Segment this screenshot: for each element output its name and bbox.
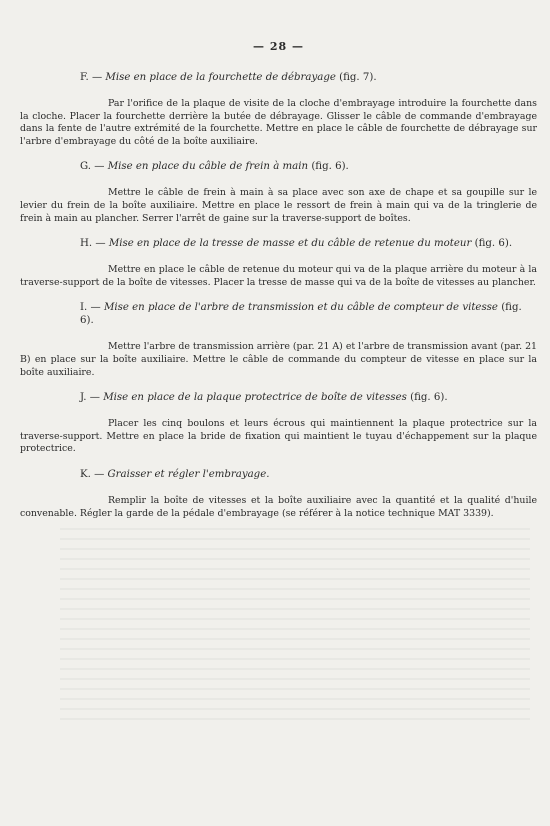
section-heading — [80, 301, 537, 327]
section-k — [20, 468, 537, 520]
section-letter: G. — — [80, 161, 105, 173]
section-letter: H. — — [80, 238, 106, 250]
section-heading — [80, 391, 537, 404]
section-f — [20, 71, 537, 148]
figure-reference: (fig. 6). — [474, 238, 513, 250]
page-number: — 28 — — [253, 40, 304, 53]
section-heading — [80, 160, 537, 173]
section-body: Placer les cinq boulons et leurs écrous qui maintiennent la plaque protectrice sur la traverse-support. Mettre en place la bride de fixation qui maintient le tuyau d'échappement sur la plaque protectrice. — [20, 418, 537, 455]
section-title: Mise en place de la tresse de masse et du câble de retenue du moteur — [108, 238, 472, 250]
section-title: Graisser et régler l'embrayage. — [107, 468, 270, 480]
show-through-texture — [60, 520, 530, 720]
section-heading — [80, 71, 537, 84]
section-letter: I. — — [80, 302, 101, 314]
section-body: Mettre l'arbre de transmission arrière (par. 21 A) et l'arbre de transmission avant (par. 21 B) en place sur la boîte auxiliaire. Mettre le câble de commande du compteur de vitesse en place sur la boîte auxiliaire. — [20, 341, 538, 378]
section-body: Mettre en place le câble de retenue du moteur qui va de la plaque arrière du moteur à la traverse-support de la boîte de vitesses. Placer la tresse de masse qui va de la boîte de vitesses au plancher. — [20, 264, 537, 288]
section-title: Mise en place de la fourchette de débrayage — [105, 72, 336, 83]
section-g — [20, 160, 537, 225]
section-body: Mettre le câble de frein à main à sa place avec son axe de chape et sa goupille sur le levier du frein de la boîte auxiliaire. Mettre en place le ressort de frein à main qui va de la tringlerie de frein à main au plancher. Serrer l'arrêt de gaine sur la traverse-support de boîtes. — [20, 187, 537, 224]
section-heading — [80, 468, 537, 481]
section-i — [20, 301, 537, 379]
section-title: Mise en place du câble de frein à main — [107, 161, 309, 173]
section-letter: K. — — [80, 468, 105, 480]
section-h — [20, 237, 537, 289]
figure-reference: (fig. 6). — [80, 302, 522, 327]
section-body: Remplir la boîte de vitesses et la boîte auxiliaire avec la quantité et la qualité d'huile convenable. Régler la garde de la pédale d'embrayage (se référer à la notice technique MAT 3339). — [20, 494, 537, 519]
section-title: Mise en place de l'arbre de transmission et du câble de compteur de vitesse — [103, 302, 498, 314]
section-title: Mise en place de la plaque protectrice de boîte de vitesses — [103, 392, 407, 404]
figure-reference: (fig. 6). — [311, 161, 349, 173]
figure-reference: (fig. 6). — [410, 392, 448, 404]
section-heading — [80, 237, 537, 250]
section-body: Par l'orifice de la plaque de visite de la cloche d'embrayage introduire la fourchette dans la cloche. Placer la fourchette derrière la butée de débrayage. Glisser le câble de commande d'embrayage dans la fente de l'autre extrémité de la fourchette. Mettre en place le câble de fourchette de débrayage sur l'arbre d'embrayage du côté de la boîte auxiliaire. — [20, 98, 537, 147]
section-letter: J. — — [80, 392, 100, 404]
figure-reference: (fig. 7). — [339, 72, 377, 83]
section-j — [20, 391, 537, 456]
section-letter: F. — — [80, 72, 103, 83]
